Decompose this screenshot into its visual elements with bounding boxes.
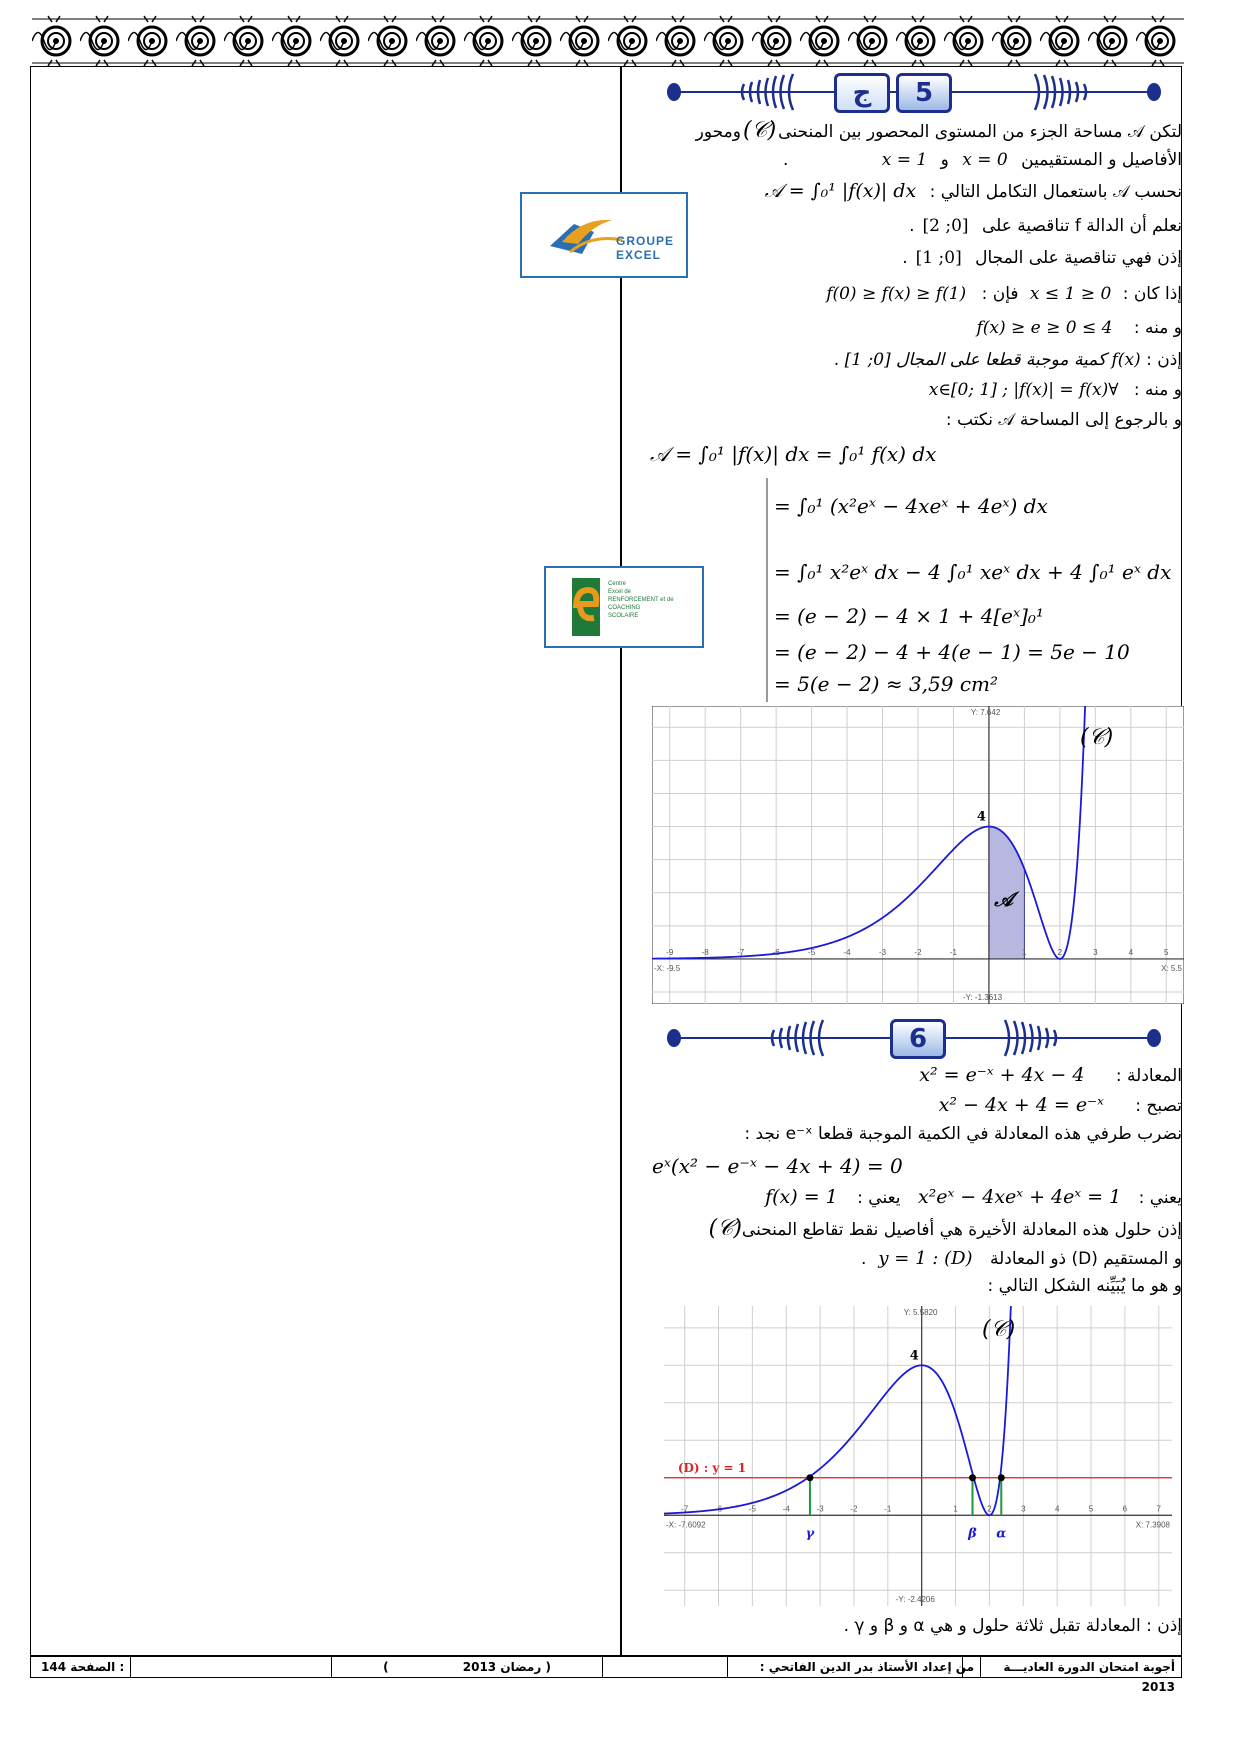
s5-then-line: إذن فهي تناقصية على المجال [0; 1]. bbox=[902, 248, 1182, 268]
x-tick-label: -4 bbox=[782, 1504, 790, 1514]
section5-number-badge: 5 bbox=[896, 73, 952, 113]
root-label-alpha: α bbox=[996, 1526, 1007, 1542]
curve-symbol: (𝒞) bbox=[742, 118, 777, 143]
s6-conclusion: إذن : المعادلة تقبل ثلاثة حلول و هي α و β و γ . bbox=[843, 1616, 1182, 1636]
s5-calc-line: نحسب 𝒜 باستعمال التكامل التالي : 𝒜 = ∫₀¹ |f(x)| dx bbox=[764, 180, 1182, 202]
x-tick-label: 7 bbox=[1156, 1504, 1161, 1514]
s5-if-line: إذا كان : 0 ≤ x ≤ 1 فإن : f(0) ≥ f(x) ≥ f(1) bbox=[826, 284, 1182, 304]
x-tick-label: -1 bbox=[949, 947, 958, 957]
intersection-point-beta bbox=[969, 1474, 976, 1481]
x-max-label: X: 5.5 bbox=[1161, 963, 1182, 973]
ornament-pattern bbox=[32, 14, 1184, 68]
section6-banner bbox=[664, 1016, 1164, 1060]
graph2-svg bbox=[664, 1306, 1172, 1606]
s6-eq-line: المعادلة : x² = e⁻ˣ + 4x − 4 bbox=[919, 1064, 1182, 1086]
x-tick-label: 4 bbox=[1128, 947, 1134, 957]
eq-line-4: = (e − 2) − 4 × 1 + 4[eˣ]₀¹ bbox=[774, 604, 1044, 628]
x-tick-label: 1 bbox=[953, 1504, 958, 1514]
x-min-label: -X: -9.5 bbox=[654, 963, 681, 973]
section6-number-badge: 6 bbox=[890, 1019, 946, 1059]
s5-intro-1: لتكن 𝒜 مساحة الجزء من المستوى المحصور بين المنحنى(𝒞)ومحور bbox=[695, 118, 1182, 143]
eq-line-6: = 5(e − 2) ≈ 3,59 cm² bbox=[774, 672, 999, 696]
y-min-label: -Y: -1.3613 bbox=[962, 993, 1003, 1002]
s6-shown-line: و هو ما يُبَيِّنه الشكل التالي : bbox=[987, 1276, 1182, 1296]
paren-close: ) bbox=[545, 1660, 551, 1674]
s6-becomes-line: تصبح : x² − 4x + 4 = e⁻ˣ bbox=[938, 1094, 1182, 1116]
y-min-label: -Y: -2.4206 bbox=[895, 1595, 935, 1604]
footer-date bbox=[331, 1657, 603, 1677]
eq-bracket-line bbox=[766, 478, 768, 702]
logo2-text: Centre Excel de RENFORCEMENT et de COACHING SCOLAIRE bbox=[608, 581, 674, 619]
root-label-gamma: γ bbox=[805, 1526, 815, 1542]
x-tick-label: 3 bbox=[1093, 947, 1098, 957]
x-tick-label: -3 bbox=[878, 947, 887, 957]
eq-line-2: = ∫₀¹ (x²eˣ − 4xeˣ + 4eˣ) dx bbox=[774, 494, 1048, 518]
x-min-label: -X: -7.6092 bbox=[666, 1520, 706, 1530]
root-label-beta: β bbox=[968, 1526, 977, 1542]
section5-letter-badge: ج bbox=[834, 73, 890, 113]
footer-title: أجوبة امتحان الدورة العاديـــة 2013 bbox=[962, 1657, 1181, 1677]
x-tick-label: -9 bbox=[666, 947, 674, 957]
x-tick-label: -1 bbox=[884, 1504, 892, 1514]
area-label: 𝒜 bbox=[994, 886, 1014, 911]
column-divider bbox=[620, 66, 622, 1656]
s5-hence2-line: و منه : ∀x∈[0; 1] ; |f(x)| = f(x) bbox=[928, 380, 1182, 400]
peak-label: 4 bbox=[976, 809, 986, 825]
graph1-svg bbox=[652, 706, 1184, 1004]
x-tick-label: -3 bbox=[816, 1504, 824, 1514]
s5-intro-2: الأفاصيل و المستقيمين x = 0 و x = 1 . bbox=[782, 150, 1182, 170]
curve-symbol: (𝒞) bbox=[708, 1216, 742, 1241]
section5-banner bbox=[664, 70, 1164, 114]
curve-C-label: (𝒞) bbox=[1080, 725, 1114, 750]
intersection-point-alpha bbox=[998, 1474, 1005, 1481]
peak-label: 4 bbox=[909, 1348, 919, 1364]
graph2-container bbox=[664, 1306, 1172, 1606]
s6-solutions-line: إذن حلول هذه المعادلة الأخيرة هي أفاصيل نقط تقاطع المنحنى(𝒞) bbox=[708, 1216, 1182, 1241]
x-tick-label: -7 bbox=[737, 947, 745, 957]
x-max-label: X: 7.3908 bbox=[1135, 1520, 1170, 1530]
y-max-label: Y: 7.642 bbox=[970, 708, 1001, 717]
graph1-container bbox=[652, 706, 1184, 1004]
logo-centre-excel bbox=[544, 566, 704, 648]
y-max-label: Y: 5.5820 bbox=[903, 1308, 938, 1317]
footer-author: من إعداد الأستاذ بدر الدين الفاتحي : bbox=[727, 1657, 981, 1677]
s6-means-line: يعني : x²eˣ − 4xeˣ + 4eˣ = 1 يعني : f(x) = 1 bbox=[765, 1186, 1182, 1208]
x-tick-label: 4 bbox=[1054, 1504, 1060, 1514]
paren-open: ( bbox=[383, 1660, 389, 1674]
x-tick-label: 3 bbox=[1021, 1504, 1026, 1514]
x-tick-label: 2 bbox=[987, 1504, 992, 1514]
logo-groupe-excel bbox=[520, 192, 688, 278]
x-tick-label: -5 bbox=[748, 1504, 756, 1514]
x-tick-label: -2 bbox=[914, 947, 922, 957]
date-text: رمضان 2013 bbox=[462, 1660, 542, 1674]
x-tick-label: 2 bbox=[1057, 947, 1063, 957]
x-tick-label: 6 bbox=[1122, 1504, 1128, 1514]
x-tick-label: -4 bbox=[843, 947, 851, 957]
logo1-text: GROUPE EXCEL bbox=[616, 234, 675, 262]
eq-line-3: = ∫₀¹ x²eˣ dx − 4 ∫₀¹ xeˣ dx + 4 ∫₀¹ eˣ dx bbox=[774, 560, 1172, 584]
x-tick-label: -8 bbox=[701, 947, 709, 957]
x-tick-label: 5 bbox=[1088, 1504, 1094, 1514]
ornamental-border bbox=[32, 14, 1184, 68]
s6-line-line: و المستقيم (D) ذو المعادلة (D) : y = 1. bbox=[861, 1248, 1182, 1269]
line-D-label: (D) : y = 1 bbox=[677, 1460, 747, 1475]
x-tick-label: -6 bbox=[714, 1504, 723, 1514]
x-tick-label: -7 bbox=[681, 1504, 689, 1514]
footer bbox=[30, 1656, 1182, 1694]
x-tick-label: 5 bbox=[1164, 947, 1169, 957]
page-number: 144 bbox=[41, 1660, 67, 1674]
x-tick-label: -6 bbox=[772, 947, 780, 957]
footer-page bbox=[35, 1657, 131, 1677]
s5-so-line: إذن : f(x) كمية موجبة قطعا على المجال [0; 1] . bbox=[833, 350, 1182, 370]
x-tick-label: -5 bbox=[808, 947, 816, 957]
s6-multiply-line: نضرب طرفي هذه المعادلة في الكمية الموجبة قطعا e⁻ˣ نجد : bbox=[744, 1124, 1182, 1144]
s5-hence-line: و منه : 4 ≥ f(x) ≥ e ≥ 0 bbox=[976, 318, 1182, 338]
curve-C-label: (𝒞) bbox=[982, 1317, 1016, 1342]
page-label: الصفحة : bbox=[70, 1660, 125, 1674]
x-tick-label: 1 bbox=[1022, 947, 1027, 957]
eq-line-5: = (e − 2) − 4 + 4(e − 1) = 5e − 10 bbox=[774, 640, 1130, 664]
eq-line-1: 𝒜 = ∫₀¹ |f(x)| dx = ∫₀¹ f(x) dx bbox=[650, 442, 937, 466]
x-tick-label: -2 bbox=[850, 1504, 858, 1514]
intersection-point-gamma bbox=[806, 1474, 813, 1481]
s5-back-line: و بالرجوع إلى المساحة 𝒜 نكتب : bbox=[945, 410, 1182, 430]
s6-multiply-eq: eˣ(x² − e⁻ˣ − 4x + 4) = 0 bbox=[652, 1154, 903, 1178]
s5-know-line: نعلم أن الدالة f تناقصية على [0; 2]. bbox=[909, 216, 1182, 236]
